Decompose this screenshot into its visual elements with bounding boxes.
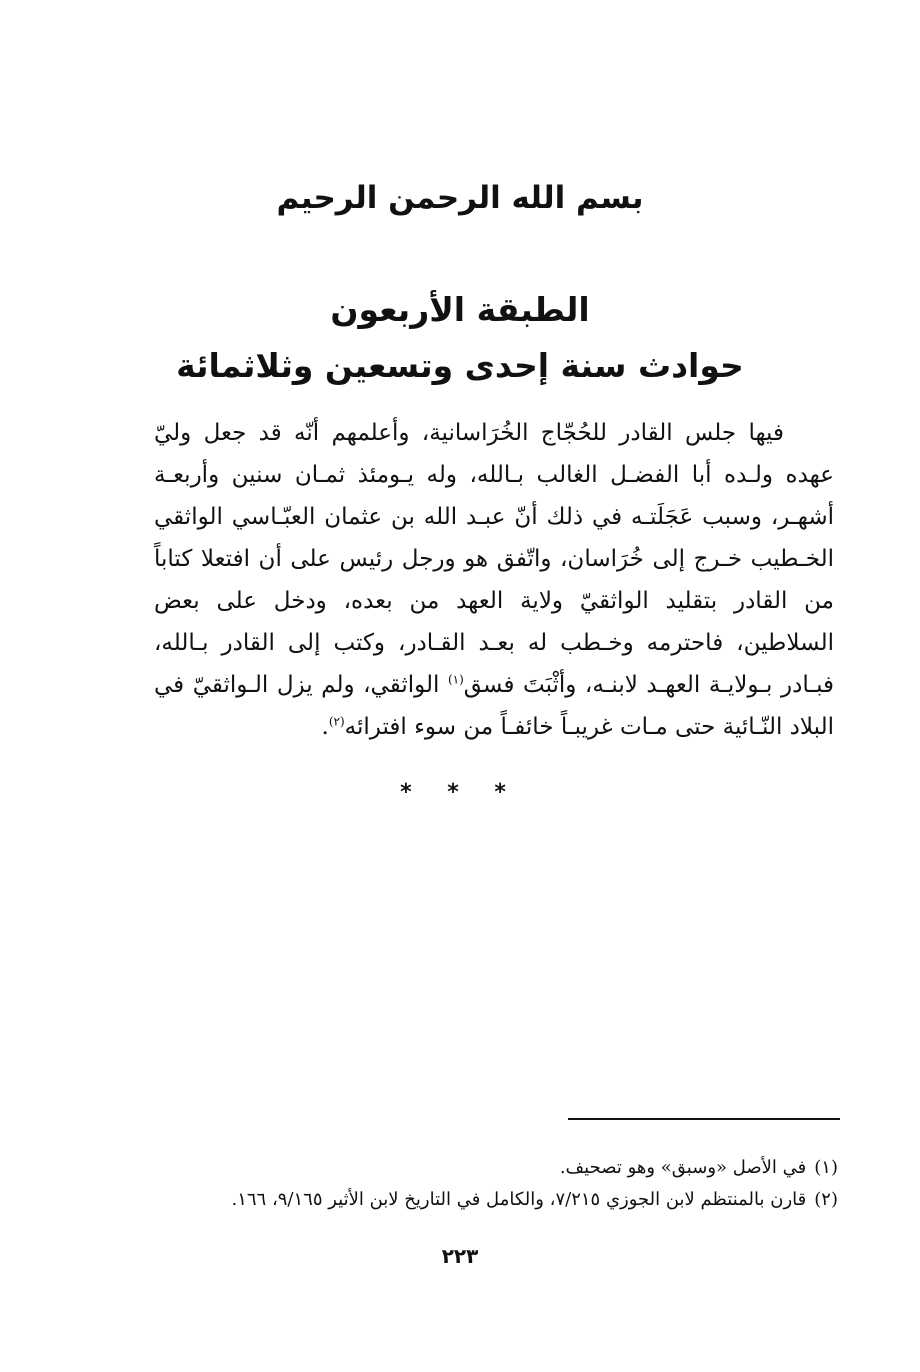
text-part-2: الواثقي، ولم يزل الـواثقيّ في البلاد النّـائية حتى مـات غريبـاً خائفـاً من سوء افترائه	[154, 672, 834, 740]
chapter-title: حوادث سنة إحدى وتسعين وثلاثمائة	[176, 346, 744, 385]
footnote-number: (٢)	[814, 1189, 838, 1210]
page-number: ٢٢٣	[441, 1244, 479, 1268]
footnote-number: (١)	[814, 1157, 838, 1178]
footnote-divider	[568, 1118, 840, 1120]
footnotes	[138, 1152, 838, 1216]
section-title: الطبقة الأربعون	[330, 290, 590, 329]
main-paragraph	[154, 412, 834, 748]
section-separator: * * *	[400, 780, 520, 805]
paragraph-text	[154, 412, 834, 748]
text-part-1: فيها جلس القادر للحُجّاج الخُرَاسانية، وأعلمهم أنّه قد جعل وليّ عهده ولـده أبا الفضـل الغالب بـالله، وله يـومئذ ثمـان سنين وأربعـة أشهـر، وسبب عَجَلَتـه في ذلك أنّ عبـد الله بن عثمان العبّـاسي الواثقي الخـطيب خـرج إلى خُرَاسان، واتّفق هو ورجل رئيس على أن افتعلا كتاباً من القادر بتقليد الواثقيّ ولاية العهد من بعده، ودخل على بعض السلاطين، فاحترمه وخـطب له بعـد القـادر، وكتب إلى القادر بـالله، فبـادر بـولايـة العهـد لابنـه، وأثْبَتَ فسق	[154, 420, 835, 698]
text-end: .	[321, 714, 329, 740]
footnote-text: في الأصل «وسبق» وهو تصحيف.	[559, 1157, 807, 1178]
footnote-ref-1: (١)	[447, 672, 464, 687]
footnote-2	[138, 1184, 838, 1216]
basmala-heading: بسم الله الرحمن الرحيم	[276, 180, 644, 216]
footnote-1	[138, 1152, 838, 1184]
footnote-text: قارن بالمنتظم لابن الجوزي ٧/٢١٥، والكامل في التاريخ لابن الأثير ٩/١٦٥، ١٦٦.	[231, 1189, 807, 1210]
footnote-ref-2: (٢)	[328, 714, 345, 729]
